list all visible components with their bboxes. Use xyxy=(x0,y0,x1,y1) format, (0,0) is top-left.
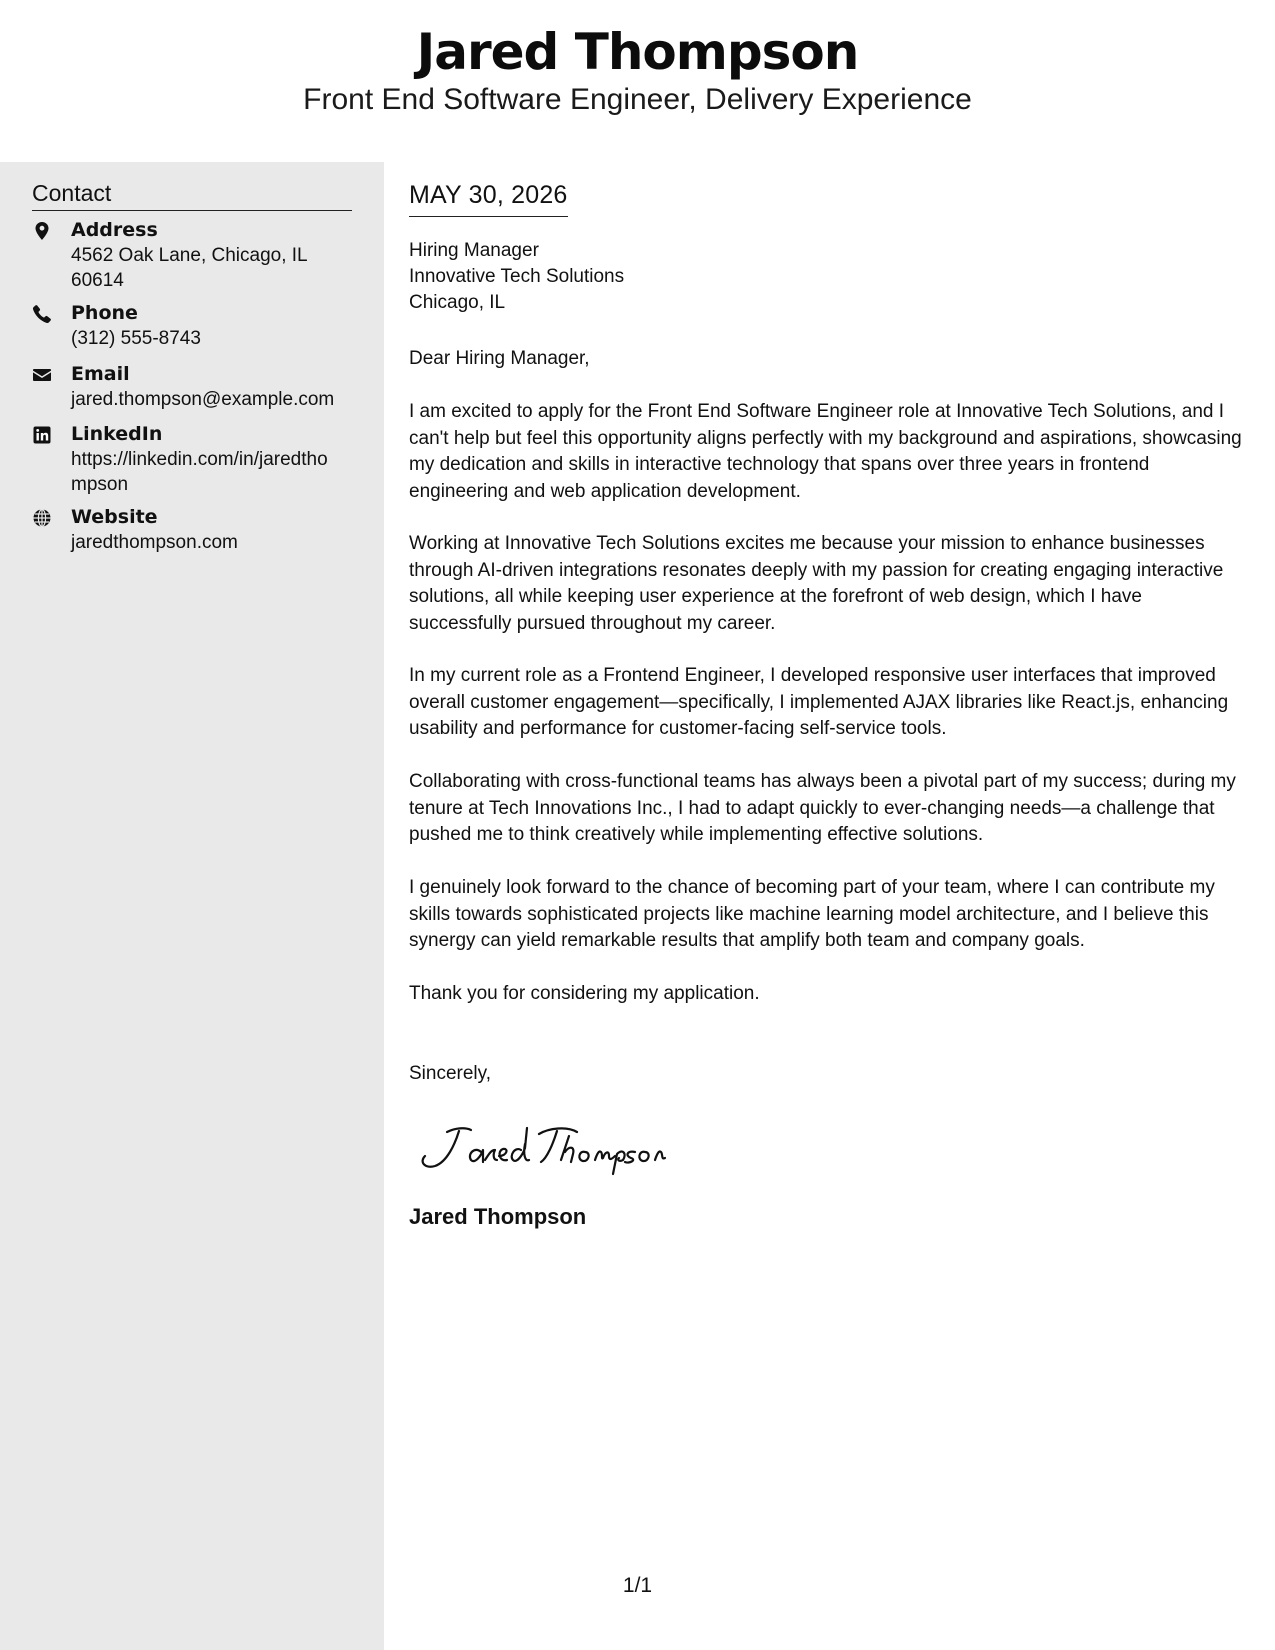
paragraph: I genuinely look forward to the chance of becoming part of your team, where I can contribute my skills towards sophisticated projects like machine learning model architecture, and I believe this synergy can yield remarkable results that amplify both team and company goals. xyxy=(409,877,1215,951)
globe-icon xyxy=(32,508,54,530)
linkedin-icon xyxy=(32,425,54,447)
contact-section-title: Contact xyxy=(32,178,352,211)
paragraph: I am excited to apply for the Front End Software Engineer role at Innovative Tech Solutions, and I can't help but feel this opportunity aligns perfectly with my background and aspirations, showcasing my dedication and skills in interactive technology that spans over three years in frontend engineering and web application development. xyxy=(409,401,1242,502)
phone-value: (312) 555-8743 xyxy=(71,328,201,349)
letter-header xyxy=(0,0,1275,162)
contact-label: Phone xyxy=(71,302,138,324)
contact-sidebar xyxy=(0,162,384,1650)
recipient-line: Chicago, IL xyxy=(409,292,506,313)
paragraph: Thank you for considering my application. xyxy=(409,983,760,1004)
handwritten-signature xyxy=(411,1114,671,1184)
contact-label: LinkedIn xyxy=(71,423,163,445)
map-pin-icon xyxy=(32,221,54,243)
letter-date: MAY 30, 2026 xyxy=(409,178,568,217)
phone-icon xyxy=(32,304,54,326)
recipient-line: Innovative Tech Solutions xyxy=(409,266,625,287)
address-value: 4562 Oak Lane, Chicago, IL 60614 xyxy=(71,245,307,291)
email-value: jared.thompson@example.com xyxy=(71,389,335,410)
contact-label: Website xyxy=(71,506,158,528)
recipient-line: Hiring Manager xyxy=(409,240,539,261)
contact-label: Email xyxy=(71,363,130,385)
envelope-icon xyxy=(32,365,54,387)
paragraph: In my current role as a Frontend Engineer, I developed responsive user interfaces that improved overall customer engagement—specifically, I implemented AJAX libraries like React.js, enhancing usability and performance for customer-facing self-service tools. xyxy=(409,665,1229,739)
page-number: 1/1 xyxy=(622,1574,653,1597)
contact-label: Address xyxy=(71,219,158,241)
recipient-block xyxy=(409,238,624,316)
applicant-name: Jared Thompson xyxy=(416,23,859,81)
paragraph: Working at Innovative Tech Solutions excites me because your mission to enhance businesses through AI-driven integrations resonates deeply with my passion for creating engaging interactive solutions, all while keeping user experience at the forefront of web design, which I have successfully pursued throughout my career. xyxy=(409,533,1224,634)
linkedin-value[interactable]: https://linkedin.com/in/jaredthompson xyxy=(71,449,328,495)
closing: Sincerely, xyxy=(409,1063,492,1084)
signer-name: Jared Thompson xyxy=(409,1204,587,1229)
paragraph: Collaborating with cross-functional teams has always been a pivotal part of my success; during my tenure at Tech Innovations Inc., I had to adapt quickly to ever-changing needs—a challenge that pushed me to think creatively while implementing effective solutions. xyxy=(409,771,1236,845)
greeting: Dear Hiring Manager, xyxy=(409,348,590,369)
job-title: Front End Software Engineer, Delivery Experience xyxy=(303,83,972,116)
website-value[interactable]: jaredthompson.com xyxy=(71,532,238,553)
